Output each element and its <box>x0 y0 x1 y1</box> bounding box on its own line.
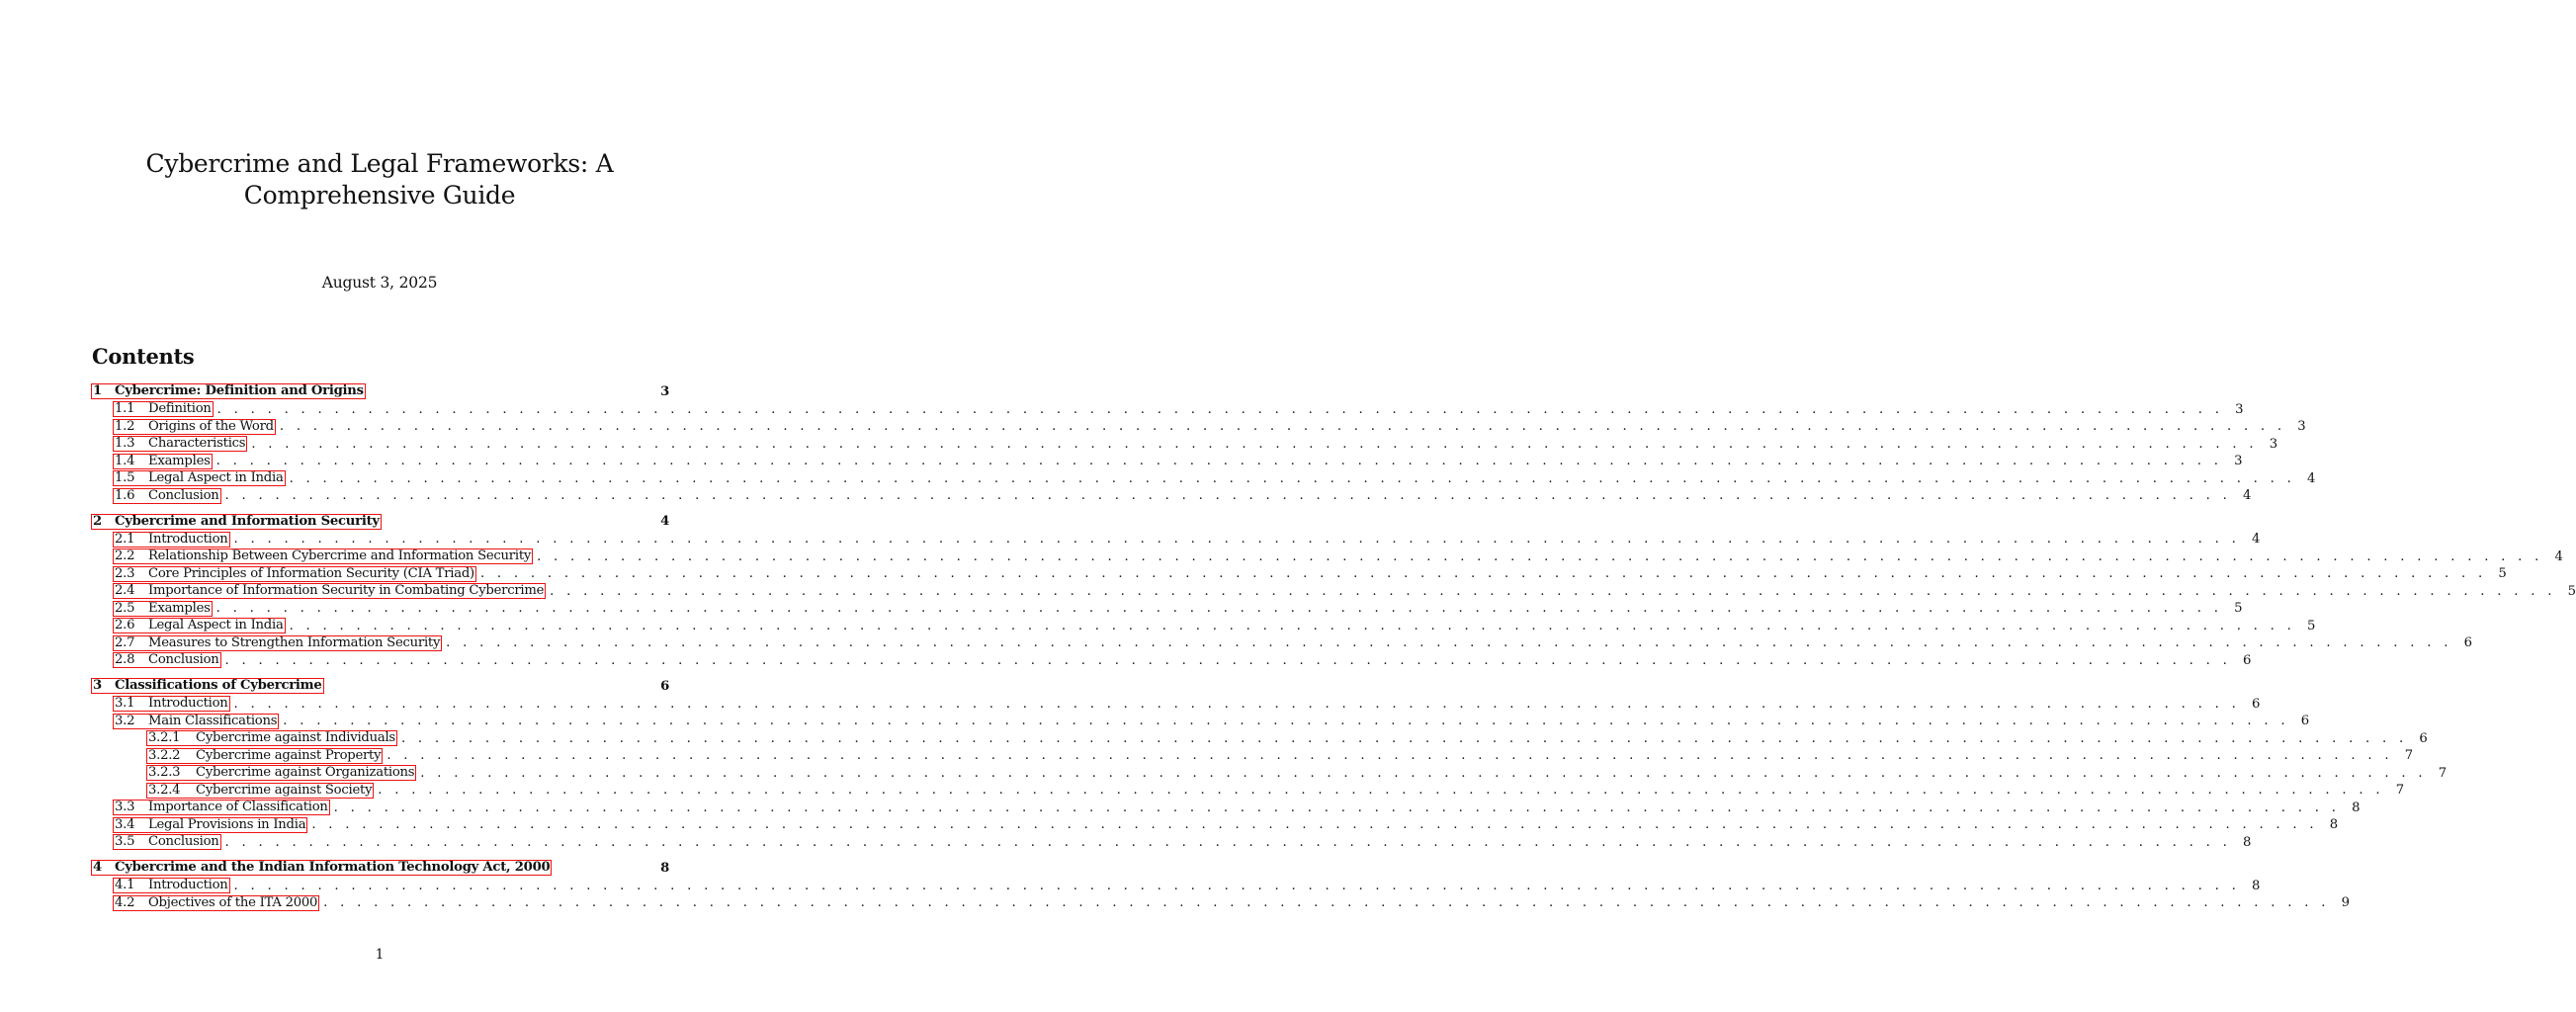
toc-dot-leader: . . . . . . . . . . . . . . . . . . . . . . . . . . . . . . . . . . . . . . . . . . . . . . . . . . . . . . . . . . . . . . . . . . . . . . . . . . . . . . . . . . . . . . . . . . . . . . . . . . . . . . . . . . . . . . . . . . . . . . . . <box>233 696 2241 712</box>
toc-dot-leader: . . . . . . . . . . . . . . . . . . . . . . . . . . . . . . . . . . . . . . . . . . . . . . . . . . . . . . . . . . . . . . . . . . . . . . . . . . . . . . . . . . . . . . . . . . . . . . . . . . . . . . . . . . . . . . . . . . . . . . . . <box>233 878 2241 893</box>
toc-page-number: 8 <box>2242 834 2252 850</box>
toc-page-number: 8 <box>2352 800 2361 815</box>
toc-entry-link[interactable] <box>146 730 397 746</box>
toc-entry-row <box>91 470 2316 488</box>
document-date: August 3, 2025 <box>321 274 438 292</box>
toc-title: Examples <box>148 600 211 616</box>
toc-number: 3.5 <box>115 834 135 850</box>
toc-section-row <box>91 677 669 696</box>
toc-page-number: 4 <box>2554 548 2563 564</box>
toc-page-number: 3 <box>2234 454 2243 469</box>
toc-entry-row <box>91 652 2252 670</box>
toc-dot-leader: . . . . . . . . . . . . . . . . . . . . . . . . . . . . . . . . . . . . . . . . . . . . . . . . . . . . . . . . . . . . . . . . . . . . . . . . . . . . . . . . . . . . . . . . . . . . . . . . . . . . . . . . . . . . . . . . . . . . . . . . <box>289 618 2296 633</box>
toc-entry-link[interactable] <box>113 652 221 668</box>
toc-number: 1.2 <box>115 418 135 434</box>
toc-page-number: 5 <box>2234 601 2243 617</box>
toc-entry-row <box>91 548 2563 566</box>
toc-dot-leader: . . . . . . . . . . . . . . . . . . . . . . . . . . . . . . . . . . . . . . . . . . . . . . . . . . . . . . . . . . . . . . . . . . . . . . . . . . . . . . . . . . . . . . . . . . . . . . . . . . . . . . . . . . . . . . . . . . . . . . . . <box>479 566 2487 582</box>
toc-number: 3.4 <box>115 816 135 832</box>
toc-dot-leader: . . . . . . . . . . . . . . . . . . . . . . . . . . . . . . . . . . . . . . . . . . . . . . . . . . . . . . . . . . . . . . . . . . . . . . . . . . . . . . . . . . . . . . . . . . . . . . . . . . . . . . . . . . . . . . . . . . . . . . . . <box>333 800 2341 815</box>
toc-section <box>91 513 2576 670</box>
toc-entry-link[interactable] <box>113 800 330 815</box>
toc-section-link[interactable] <box>91 383 366 399</box>
toc-entry-row <box>91 730 2428 748</box>
contents-heading: Contents <box>92 344 195 369</box>
toc-page-number: 7 <box>2438 765 2447 781</box>
toc-section-link[interactable] <box>91 678 324 694</box>
toc-dot-leader: . . . . . . . . . . . . . . . . . . . . . . . . . . . . . . . . . . . . . . . . . . . . . . . . . . . . . . . . . . . . . . . . . . . . . . . . . . . . . . . . . . . . . . . . . . . . . . . . . . . . . . . . . . . . . . . . . . . . . . . . <box>251 436 2258 452</box>
toc-entry-row <box>91 878 2261 895</box>
toc-number: 1.1 <box>115 401 135 417</box>
toc-dot-leader: . . . . . . . . . . . . . . . . . . . . . . . . . . . . . . . . . . . . . . . . . . . . . . . . . . . . . . . . . . . . . . . . . . . . . . . . . . . . . . . . . . . . . . . . . . . . . . . . . . . . . . . . . . . . . . . . . . . . . . . . <box>386 748 2393 764</box>
toc-entry-link[interactable] <box>146 783 374 799</box>
toc-number: 1.6 <box>115 487 135 503</box>
toc-entry-link[interactable] <box>113 436 247 452</box>
document-title: Cybercrime and Legal Frameworks: A Comprehensive Guide <box>145 149 614 210</box>
toc-number: 2.5 <box>115 600 135 616</box>
toc-section-link[interactable] <box>91 514 382 530</box>
toc-dot-leader: . . . . . . . . . . . . . . . . . . . . . . . . . . . . . . . . . . . . . . . . . . . . . . . . . . . . . . . . . . . . . . . . . . . . . . . . . . . . . . . . . . . . . . . . . . . . . . . . . . . . . . . . . . . . . . . . . . . . . . . . <box>550 583 2556 599</box>
toc-number: 1.3 <box>115 436 135 452</box>
toc-title: Cybercrime against Organizations <box>196 765 415 781</box>
toc-number: 3.2.3 <box>148 765 181 781</box>
toc-number: 3.2.4 <box>148 782 181 798</box>
toc-entry-link[interactable] <box>113 834 221 850</box>
toc-entry-link[interactable] <box>113 635 442 651</box>
toc-entry-row <box>91 816 2338 834</box>
table-of-contents <box>91 382 2576 920</box>
toc-number: 4 <box>93 860 102 876</box>
toc-title: Cybercrime and Information Security <box>115 513 380 529</box>
toc-section <box>91 382 2316 505</box>
toc-entry-row <box>91 800 2361 817</box>
toc-title: Legal Aspect in India <box>148 618 284 633</box>
toc-entry-row <box>91 765 2447 783</box>
toc-page-number: 4 <box>660 514 669 530</box>
toc-title: Cybercrime and the Indian Information Technology Act, 2000 <box>115 860 551 876</box>
toc-entry-row <box>91 713 2309 730</box>
toc-page-number: 5 <box>2498 566 2507 582</box>
toc-entry-row <box>91 401 2244 419</box>
toc-number: 3.2.2 <box>148 747 181 763</box>
toc-entry-link[interactable] <box>113 601 213 617</box>
toc-dot-leader: . . . . . . . . . . . . . . . . . . . . . . . . . . . . . . . . . . . . . . . . . . . . . . . . . . . . . . . . . . . . . . . . . . . . . . . . . . . . . . . . . . . . . . . . . . . . . . . . . . . . . . . . . . . . . . . . . . . . . . . . <box>224 652 2232 668</box>
toc-entry-link[interactable] <box>146 748 383 764</box>
toc-title: Importance of Information Security in Combating Cybercrime <box>148 583 545 599</box>
toc-page-number: 3 <box>2297 419 2306 435</box>
toc-entry-link[interactable] <box>113 878 230 893</box>
toc-entry-row <box>91 634 2472 652</box>
toc-page-number: 8 <box>2251 878 2261 893</box>
toc-number: 2.2 <box>115 548 135 564</box>
toc-dot-leader: . . . . . . . . . . . . . . . . . . . . . . . . . . . . . . . . . . . . . . . . . . . . . . . . . . . . . . . . . . . . . . . . . . . . . . . . . . . . . . . . . . . . . . . . . . . . . . . . . . . . . . . . . . . . . . . . . . . . . . . . <box>323 895 2330 911</box>
toc-entry-link[interactable] <box>113 401 214 417</box>
toc-entry-link[interactable] <box>146 765 416 781</box>
toc-section <box>91 677 2447 851</box>
toc-title: Cybercrime: Definition and Origins <box>115 383 364 399</box>
toc-dot-leader: . . . . . . . . . . . . . . . . . . . . . . . . . . . . . . . . . . . . . . . . . . . . . . . . . . . . . . . . . . . . . . . . . . . . . . . . . . . . . . . . . . . . . . . . . . . . . . . . . . . . . . . . . . . . . . . . . . . . . . . . <box>224 488 2232 504</box>
toc-number: 1.4 <box>115 453 135 468</box>
toc-title: Measures to Strengthen Information Security <box>148 634 441 650</box>
toc-entry-row <box>91 618 2316 635</box>
toc-number: 4.1 <box>115 878 135 893</box>
toc-dot-leader: . . . . . . . . . . . . . . . . . . . . . . . . . . . . . . . . . . . . . . . . . . . . . . . . . . . . . . . . . . . . . . . . . . . . . . . . . . . . . . . . . . . . . . . . . . . . . . . . . . . . . . . . . . . . . . . . . . . . . . . . <box>311 817 2318 833</box>
toc-page-number: 5 <box>2567 583 2576 599</box>
toc-entry-row <box>91 834 2252 852</box>
toc-entry-link[interactable] <box>113 419 276 435</box>
toc-title: Conclusion <box>148 834 219 850</box>
toc-entry-row <box>91 696 2261 714</box>
toc-entry-row <box>91 565 2507 583</box>
toc-title: Conclusion <box>148 487 219 503</box>
toc-entry-row <box>91 894 2350 912</box>
toc-page-number: 7 <box>2404 748 2413 764</box>
toc-title: Cybercrime against Individuals <box>196 730 395 746</box>
toc-page-number: 4 <box>2307 470 2316 486</box>
toc-page-number: 4 <box>2251 532 2261 548</box>
toc-page-number: 5 <box>2307 618 2316 633</box>
toc-page-number: 8 <box>660 860 669 876</box>
toc-number: 1.5 <box>115 470 135 486</box>
toc-dot-leader: . . . . . . . . . . . . . . . . . . . . . . . . . . . . . . . . . . . . . . . . . . . . . . . . . . . . . . . . . . . . . . . . . . . . . . . . . . . . . . . . . . . . . . . . . . . . . . . . . . . . . . . . . . . . . . . . . . . . . . . . <box>400 730 2408 746</box>
toc-dot-leader: . . . . . . . . . . . . . . . . . . . . . . . . . . . . . . . . . . . . . . . . . . . . . . . . . . . . . . . . . . . . . . . . . . . . . . . . . . . . . . . . . . . . . . . . . . . . . . . . . . . . . . . . . . . . . . . . . . . . . . . . <box>224 834 2232 850</box>
toc-entry-link[interactable] <box>113 895 319 911</box>
toc-dot-leader: . . . . . . . . . . . . . . . . . . . . . . . . . . . . . . . . . . . . . . . . . . . . . . . . . . . . . . . . . . . . . . . . . . . . . . . . . . . . . . . . . . . . . . . . . . . . . . . . . . . . . . . . . . . . . . . . . . . . . . . . <box>537 548 2543 564</box>
toc-number: 2.8 <box>115 652 135 668</box>
toc-entry-link[interactable] <box>113 470 286 486</box>
toc-section-row <box>91 513 669 532</box>
page-number: 1 <box>375 947 385 963</box>
toc-entry-link[interactable] <box>113 583 546 599</box>
toc-dot-leader: . . . . . . . . . . . . . . . . . . . . . . . . . . . . . . . . . . . . . . . . . . . . . . . . . . . . . . . . . . . . . . . . . . . . . . . . . . . . . . . . . . . . . . . . . . . . . . . . . . . . . . . . . . . . . . . . . . . . . . . . <box>378 783 2384 799</box>
toc-dot-leader: . . . . . . . . . . . . . . . . . . . . . . . . . . . . . . . . . . . . . . . . . . . . . . . . . . . . . . . . . . . . . . . . . . . . . . . . . . . . . . . . . . . . . . . . . . . . . . . . . . . . . . . . . . . . . . . . . . . . . . . . <box>233 532 2241 548</box>
toc-dot-leader: . . . . . . . . . . . . . . . . . . . . . . . . . . . . . . . . . . . . . . . . . . . . . . . . . . . . . . . . . . . . . . . . . . . . . . . . . . . . . . . . . . . . . . . . . . . . . . . . . . . . . . . . . . . . . . . . . . . . . . . . <box>420 765 2427 781</box>
toc-number: 3.2 <box>115 713 135 728</box>
toc-entry-link[interactable] <box>113 566 476 582</box>
toc-page-number: 7 <box>2395 783 2404 799</box>
toc-page-number: 6 <box>2242 652 2252 668</box>
toc-page-number: 6 <box>2463 635 2472 651</box>
toc-section-row <box>91 382 669 401</box>
toc-page-number: 6 <box>660 678 669 694</box>
toc-entry-link[interactable] <box>113 454 213 469</box>
toc-number: 1 <box>93 383 102 399</box>
toc-title: Objectives of the ITA 2000 <box>148 894 318 910</box>
toc-number: 2.1 <box>115 531 135 547</box>
toc-dot-leader: . . . . . . . . . . . . . . . . . . . . . . . . . . . . . . . . . . . . . . . . . . . . . . . . . . . . . . . . . . . . . . . . . . . . . . . . . . . . . . . . . . . . . . . . . . . . . . . . . . . . . . . . . . . . . . . . . . . . . . . . <box>446 635 2452 651</box>
toc-title: Origins of the Word <box>148 418 274 434</box>
toc-entry-row <box>91 436 2277 454</box>
toc-page-number: 6 <box>2300 714 2309 729</box>
toc-page-number: 6 <box>2419 730 2428 746</box>
toc-entry-row <box>91 487 2252 505</box>
toc-dot-leader: . . . . . . . . . . . . . . . . . . . . . . . . . . . . . . . . . . . . . . . . . . . . . . . . . . . . . . . . . . . . . . . . . . . . . . . . . . . . . . . . . . . . . . . . . . . . . . . . . . . . . . . . . . . . . . . . . . . . . . . . <box>216 401 2224 417</box>
toc-title: Relationship Between Cybercrime and Information Security <box>148 548 532 564</box>
toc-dot-leader: . . . . . . . . . . . . . . . . . . . . . . . . . . . . . . . . . . . . . . . . . . . . . . . . . . . . . . . . . . . . . . . . . . . . . . . . . . . . . . . . . . . . . . . . . . . . . . . . . . . . . . . . . . . . . . . . . . . . . . . . <box>289 470 2296 486</box>
toc-title: Cybercrime against Property <box>196 747 382 763</box>
toc-dot-leader: . . . . . . . . . . . . . . . . . . . . . . . . . . . . . . . . . . . . . . . . . . . . . . . . . . . . . . . . . . . . . . . . . . . . . . . . . . . . . . . . . . . . . . . . . . . . . . . . . . . . . . . . . . . . . . . . . . . . . . . . <box>279 419 2286 435</box>
toc-title: Legal Aspect in India <box>148 470 284 486</box>
toc-entry-row <box>91 453 2243 470</box>
toc-page-number: 8 <box>2329 817 2338 833</box>
toc-section-row <box>91 859 669 878</box>
toc-entry-link[interactable] <box>113 618 286 633</box>
toc-title: Introduction <box>148 696 228 712</box>
toc-title: Classifications of Cybercrime <box>115 678 322 694</box>
toc-entry-row <box>91 782 2404 800</box>
toc-number: 2.6 <box>115 618 135 633</box>
toc-page-number: 3 <box>2235 401 2244 417</box>
toc-number: 2 <box>93 513 102 529</box>
toc-number: 3.1 <box>115 696 135 712</box>
toc-number: 4.2 <box>115 894 135 910</box>
toc-title: Introduction <box>148 878 228 893</box>
toc-title: Cybercrime against Society <box>196 782 373 798</box>
toc-title: Legal Provisions in India <box>148 816 306 832</box>
toc-number: 3.3 <box>115 800 135 815</box>
toc-title: Examples <box>148 453 211 468</box>
toc-page-number: 4 <box>2242 488 2252 504</box>
toc-number: 3 <box>93 678 102 694</box>
toc-page-number: 9 <box>2341 895 2350 911</box>
toc-entry-row <box>91 600 2243 618</box>
toc-title: Characteristics <box>148 436 246 452</box>
toc-number: 3.2.1 <box>148 730 181 746</box>
toc-section-link[interactable] <box>91 860 552 876</box>
toc-entry-link[interactable] <box>113 714 279 729</box>
toc-number: 2.4 <box>115 583 135 599</box>
toc-title: Main Classifications <box>148 713 278 728</box>
toc-entry-row <box>91 531 2261 548</box>
toc-page-number: 6 <box>2251 696 2261 712</box>
toc-dot-leader: . . . . . . . . . . . . . . . . . . . . . . . . . . . . . . . . . . . . . . . . . . . . . . . . . . . . . . . . . . . . . . . . . . . . . . . . . . . . . . . . . . . . . . . . . . . . . . . . . . . . . . . . . . . . . . . . . . . . . . . . <box>215 601 2223 617</box>
toc-dot-leader: . . . . . . . . . . . . . . . . . . . . . . . . . . . . . . . . . . . . . . . . . . . . . . . . . . . . . . . . . . . . . . . . . . . . . . . . . . . . . . . . . . . . . . . . . . . . . . . . . . . . . . . . . . . . . . . . . . . . . . . . <box>283 714 2289 729</box>
toc-entry-row <box>91 747 2413 765</box>
toc-entry-row <box>91 583 2576 601</box>
toc-number: 2.3 <box>115 565 135 581</box>
toc-title: Conclusion <box>148 652 219 668</box>
toc-title: Definition <box>148 401 212 417</box>
toc-entry-link[interactable] <box>113 532 230 548</box>
toc-entry-link[interactable] <box>113 696 230 712</box>
toc-entry-link[interactable] <box>113 548 533 564</box>
toc-entry-link[interactable] <box>113 817 307 833</box>
toc-page-number: 3 <box>2269 436 2277 452</box>
toc-number: 2.7 <box>115 634 135 650</box>
toc-title: Core Principles of Information Security (CIA Triad) <box>148 565 474 581</box>
toc-entry-link[interactable] <box>113 488 221 504</box>
toc-section <box>91 859 2350 912</box>
toc-title: Importance of Classification <box>148 800 328 815</box>
toc-title: Introduction <box>148 531 228 547</box>
toc-page-number: 3 <box>660 383 669 399</box>
toc-dot-leader: . . . . . . . . . . . . . . . . . . . . . . . . . . . . . . . . . . . . . . . . . . . . . . . . . . . . . . . . . . . . . . . . . . . . . . . . . . . . . . . . . . . . . . . . . . . . . . . . . . . . . . . . . . . . . . . . . . . . . . . . <box>215 454 2223 469</box>
toc-entry-row <box>91 418 2306 436</box>
